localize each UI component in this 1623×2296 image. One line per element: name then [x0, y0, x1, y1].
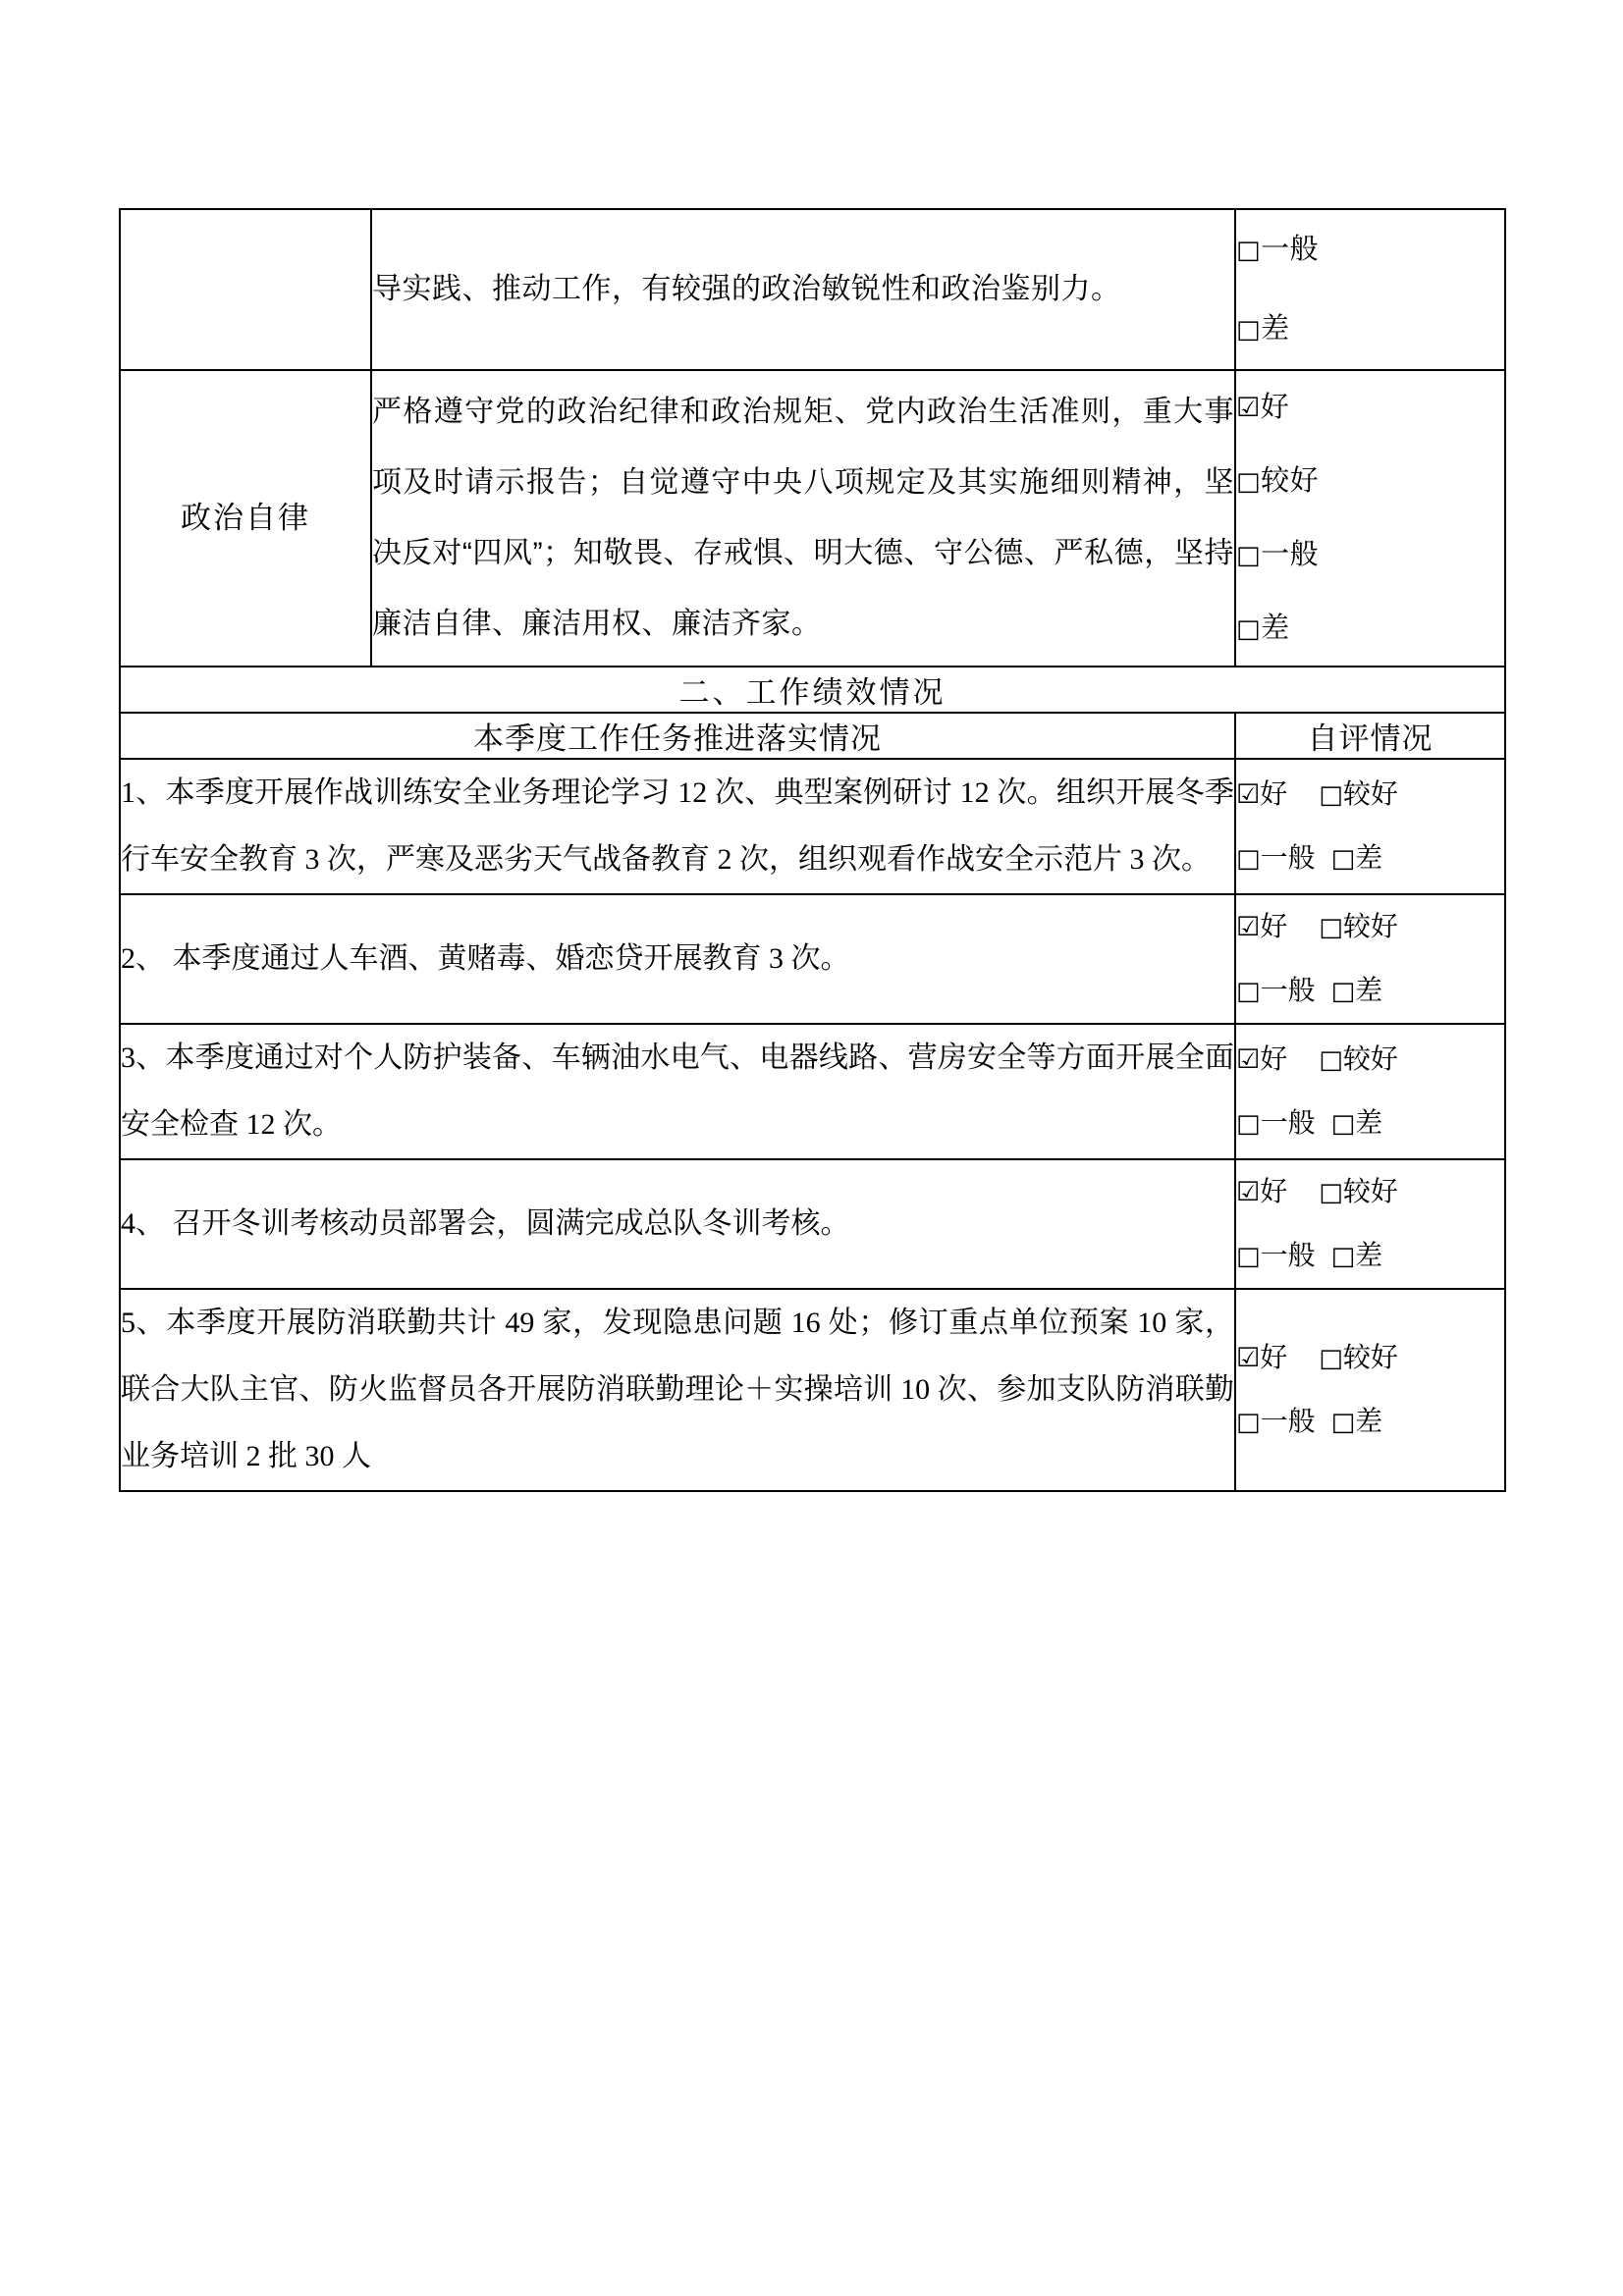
checkbox-icon[interactable]: □	[1319, 780, 1343, 810]
self-eval-cell	[1235, 1289, 1505, 1491]
option-row[interactable]	[1236, 592, 1504, 666]
option-row[interactable]	[1236, 895, 1504, 959]
task-text: 5、本季度开展防消联勤共计 49 家，发现隐患问题 16 处；修订重点单位预案 10 家，联合大队主官、防火监督员各开展防消联勤理论＋实操培训 10 次、参加支队防消联勤业务培训 2 批 30 人	[120, 1289, 1235, 1491]
self-eval-cell-political-discipline	[1235, 370, 1505, 667]
self-eval-cell-continued	[1235, 209, 1505, 370]
option-label: 一般	[1261, 539, 1320, 570]
option-label: 一般	[1260, 1406, 1316, 1436]
self-eval-cell	[1235, 759, 1505, 894]
checkbox-checked-icon[interactable]: ☑	[1236, 1177, 1261, 1207]
option-row[interactable]	[1236, 827, 1504, 890]
row-label-continued	[120, 209, 371, 370]
option-label: 较好	[1342, 1342, 1398, 1372]
option-label: 好	[1260, 392, 1290, 423]
option-label: 差	[1261, 613, 1290, 644]
option-row[interactable]	[1236, 1160, 1504, 1224]
option-label: 好	[1260, 1342, 1288, 1372]
section-title-work-performance: 二、工作绩效情况	[120, 667, 1505, 713]
section-header-row	[120, 713, 1505, 759]
option-label: 差	[1261, 313, 1290, 345]
checkbox-icon[interactable]: □	[1236, 1242, 1261, 1271]
option-row[interactable]	[1236, 1092, 1504, 1155]
checkbox-icon[interactable]: □	[1236, 315, 1262, 345]
option-label: 较好	[1342, 1043, 1398, 1074]
option-row[interactable]	[1236, 763, 1504, 827]
checkbox-icon[interactable]: □	[1236, 467, 1262, 497]
table-row-continued	[120, 209, 1505, 370]
checkbox-checked-icon[interactable]: ☑	[1236, 912, 1261, 942]
checkbox-icon[interactable]: □	[1236, 1109, 1261, 1139]
checkbox-icon[interactable]: □	[1330, 1109, 1356, 1139]
checkbox-icon[interactable]: □	[1236, 541, 1262, 570]
checkbox-icon[interactable]: □	[1236, 1408, 1261, 1437]
task-text: 3、本季度通过对个人防护装备、车辆油水电气、电器线路、营房安全等方面开展全面安全检查 12 次。	[120, 1024, 1235, 1159]
option-label: 较好	[1342, 778, 1398, 809]
table-row-political-discipline	[120, 370, 1505, 667]
column-header-self-eval: 自评情况	[1235, 713, 1505, 759]
option-label: 一般	[1261, 234, 1320, 265]
checkbox-icon[interactable]: □	[1319, 1178, 1343, 1207]
evaluation-form-table	[119, 208, 1506, 1492]
option-label: 好	[1260, 1043, 1288, 1074]
option-row[interactable]	[1236, 1028, 1504, 1092]
option-row[interactable]	[1236, 1326, 1504, 1390]
row-body-continued: 导实践、推动工作，有较强的政治敏锐性和政治鉴别力。	[371, 209, 1235, 370]
option-row[interactable]	[1236, 518, 1504, 592]
option-label: 较好	[1342, 1176, 1398, 1206]
checkbox-icon[interactable]: □	[1330, 1408, 1356, 1437]
row-label-political-discipline: 政治自律	[120, 370, 371, 667]
option-label: 差	[1355, 1406, 1383, 1436]
option-label: 好	[1260, 911, 1288, 941]
section-title-row	[120, 667, 1505, 713]
checkbox-checked-icon[interactable]: ☑	[1236, 393, 1261, 423]
checkbox-icon[interactable]: □	[1236, 977, 1261, 1006]
checkbox-icon[interactable]: □	[1236, 236, 1262, 265]
self-eval-cell	[1235, 1024, 1505, 1159]
table-row	[120, 1159, 1505, 1289]
checkbox-icon[interactable]: □	[1330, 977, 1356, 1006]
option-label: 一般	[1260, 975, 1316, 1005]
table-row	[120, 1289, 1505, 1491]
option-label: 差	[1355, 1107, 1383, 1138]
option-row[interactable]	[1236, 371, 1504, 445]
row-body-political-discipline: 严格遵守党的政治纪律和政治规矩、党内政治生活准则，重大事项及时请示报告；自觉遵守中央八项规定及其实施细则精神，坚决反对“四风”；知敬畏、存戒惧、明大德、守公德、严私德，坚持廉洁自律、廉洁用权、廉洁齐家。	[371, 370, 1235, 667]
table-row	[120, 759, 1505, 894]
task-text: 4、 召开冬训考核动员部署会，圆满完成总队冬训考核。	[120, 1159, 1235, 1289]
column-header-tasks: 本季度工作任务推进落实情况	[120, 713, 1235, 759]
option-row[interactable]	[1236, 1390, 1504, 1454]
option-label: 较好	[1261, 465, 1320, 497]
checkbox-icon[interactable]: □	[1319, 1045, 1343, 1075]
checkbox-icon[interactable]: □	[1330, 844, 1356, 874]
checkbox-icon[interactable]: □	[1319, 913, 1343, 942]
checkbox-checked-icon[interactable]: ☑	[1236, 1343, 1261, 1373]
task-text: 1、本季度开展作战训练安全业务理论学习 12 次、典型案例研讨 12 次。组织开展冬季行车安全教育 3 次，严寒及恶劣天气战备教育 2 次，组织观看作战安全示范片 3 次。	[120, 759, 1235, 894]
checkbox-icon[interactable]: □	[1330, 1242, 1356, 1271]
option-row[interactable]	[1236, 290, 1504, 369]
option-label: 好	[1260, 778, 1288, 809]
option-label: 差	[1355, 842, 1383, 873]
option-label: 较好	[1342, 911, 1398, 941]
option-label: 差	[1355, 975, 1383, 1005]
option-label: 一般	[1260, 1240, 1316, 1270]
checkbox-checked-icon[interactable]: ☑	[1236, 779, 1261, 810]
option-row[interactable]	[1236, 1224, 1504, 1288]
self-eval-cell	[1235, 1159, 1505, 1289]
checkbox-icon[interactable]: □	[1236, 614, 1262, 644]
option-row[interactable]	[1236, 210, 1504, 290]
option-row[interactable]	[1236, 445, 1504, 518]
option-label: 好	[1260, 1176, 1288, 1206]
table-row	[120, 1024, 1505, 1159]
option-row[interactable]	[1236, 959, 1504, 1023]
self-eval-cell	[1235, 894, 1505, 1024]
option-label: 一般	[1260, 1107, 1316, 1138]
option-label: 一般	[1260, 842, 1316, 873]
option-label: 差	[1355, 1240, 1383, 1270]
table-row	[120, 894, 1505, 1024]
checkbox-icon[interactable]: □	[1236, 844, 1261, 874]
checkbox-icon[interactable]: □	[1319, 1344, 1343, 1373]
task-text: 2、 本季度通过人车酒、黄赌毒、婚恋贷开展教育 3 次。	[120, 894, 1235, 1024]
checkbox-checked-icon[interactable]: ☑	[1236, 1044, 1261, 1075]
